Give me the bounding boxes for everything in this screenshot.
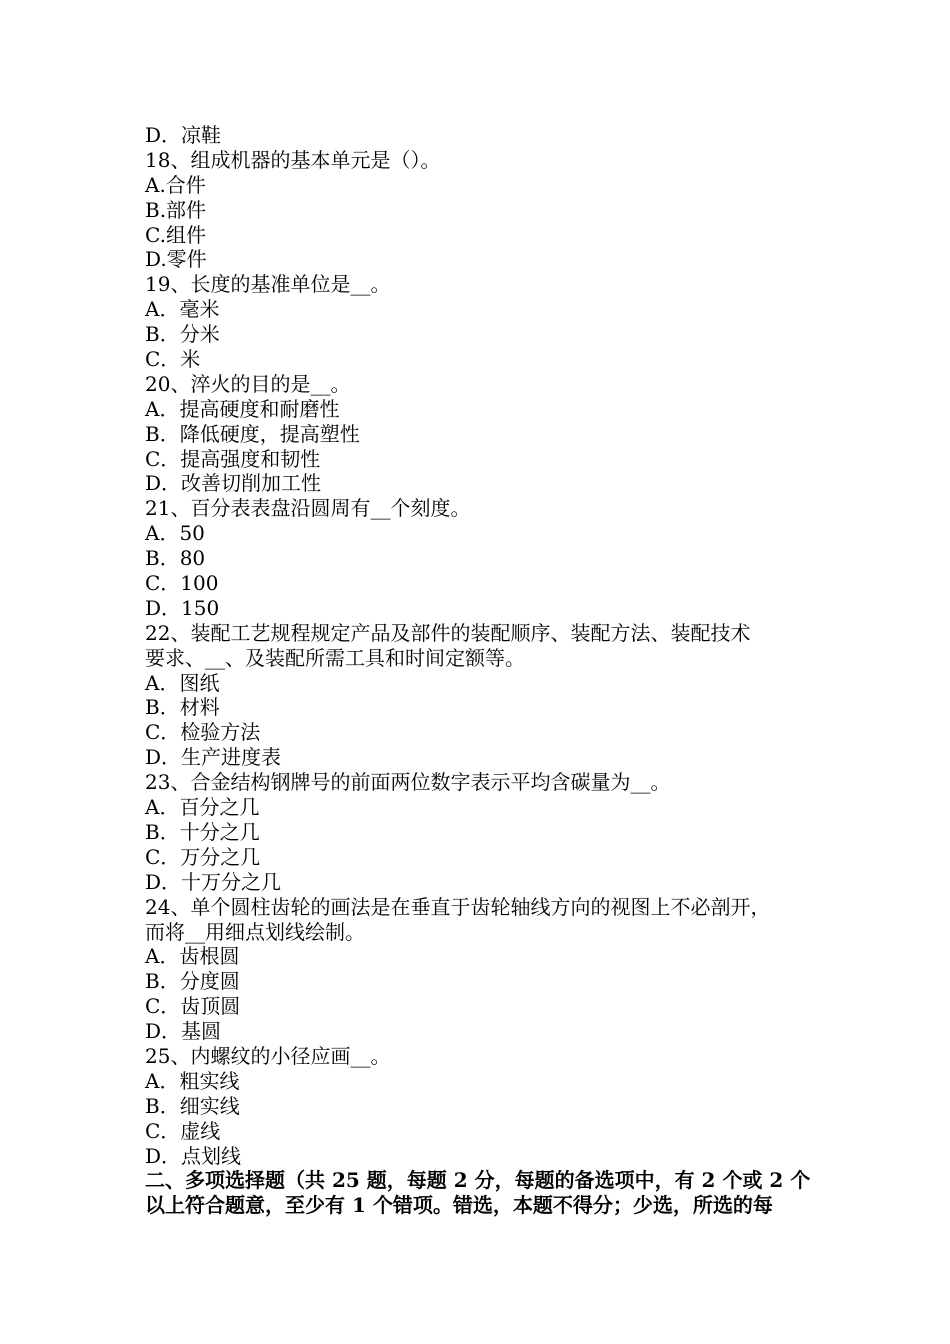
option-text: C．100	[145, 571, 219, 596]
question-22: 22、装配工艺规程规定产品及部件的装配顺序、装配方法、装配技术	[145, 620, 751, 645]
option-text: D．点划线	[145, 1143, 242, 1168]
option-text: B．分度圆	[145, 969, 240, 994]
question-18: 18、组成机器的基本单元是（）。	[145, 147, 441, 172]
question-23: 23、合金结构钢牌号的前面两位数字表示平均含碳量为__。	[145, 770, 671, 795]
document-body	[145, 123, 820, 1218]
option-text: D．十万分之几	[145, 869, 282, 894]
question-25: 25、内螺纹的小径应画__。	[145, 1043, 391, 1068]
option-text: C．齿顶圆	[145, 994, 241, 1019]
option-text: B．十分之几	[145, 819, 260, 844]
option-text: A．毫米	[145, 297, 220, 322]
option-text: C．米	[145, 347, 201, 372]
option-text: A．提高硬度和耐磨性	[145, 396, 340, 421]
option-text: D．150	[145, 595, 220, 620]
question-24: 24、单个圆柱齿轮的画法是在垂直于齿轮轴线方向的视图上不必剖开，	[145, 894, 771, 919]
option-text: B．降低硬度，提高塑性	[145, 421, 360, 446]
option-text: C.组件	[145, 222, 206, 247]
option-text: A.合件	[145, 172, 206, 197]
question-20: 20、淬火的目的是__。	[145, 371, 351, 396]
option-text: D．基圆	[145, 1019, 222, 1044]
question-19: 19、长度的基准单位是__。	[145, 272, 391, 297]
option-text: A．粗实线	[145, 1068, 240, 1093]
option-text: C．虚线	[145, 1118, 221, 1143]
option-text: A．齿根圆	[145, 944, 240, 969]
option-text: D.零件	[145, 247, 207, 272]
option-text: B．材料	[145, 695, 220, 720]
section-heading-line: 以上符合题意，至少有 1 个错项。错选，本题不得分；少选，所选的每	[145, 1193, 773, 1218]
option-text: C．提高强度和韧性	[145, 446, 321, 471]
question-21: 21、百分表表盘沿圆周有__个刻度。	[145, 496, 471, 521]
question-24-continued: 而将__用细点划线绘制。	[145, 919, 365, 944]
option-text: A．图纸	[145, 670, 220, 695]
option-text: B．80	[145, 546, 206, 571]
option-text: B．细实线	[145, 1093, 240, 1118]
option-text: A．百分之几	[145, 795, 260, 820]
option-text: B．分米	[145, 322, 220, 347]
option-text: C．万分之几	[145, 844, 261, 869]
option-text: D．生产进度表	[145, 745, 282, 770]
option-text: A．50	[145, 521, 205, 546]
option-text: D．改善切削加工性	[145, 471, 322, 496]
option-text: B.部件	[145, 197, 207, 222]
option-text: D．凉鞋	[145, 123, 222, 147]
section-heading-line: 二、多项选择题（共 25 题，每题 2 分，每题的备选项中，有 2 个或 2 个	[145, 1168, 811, 1193]
option-text: C．检验方法	[145, 720, 261, 745]
question-22-continued: 要求、__、及装配所需工具和时间定额等。	[145, 645, 525, 670]
